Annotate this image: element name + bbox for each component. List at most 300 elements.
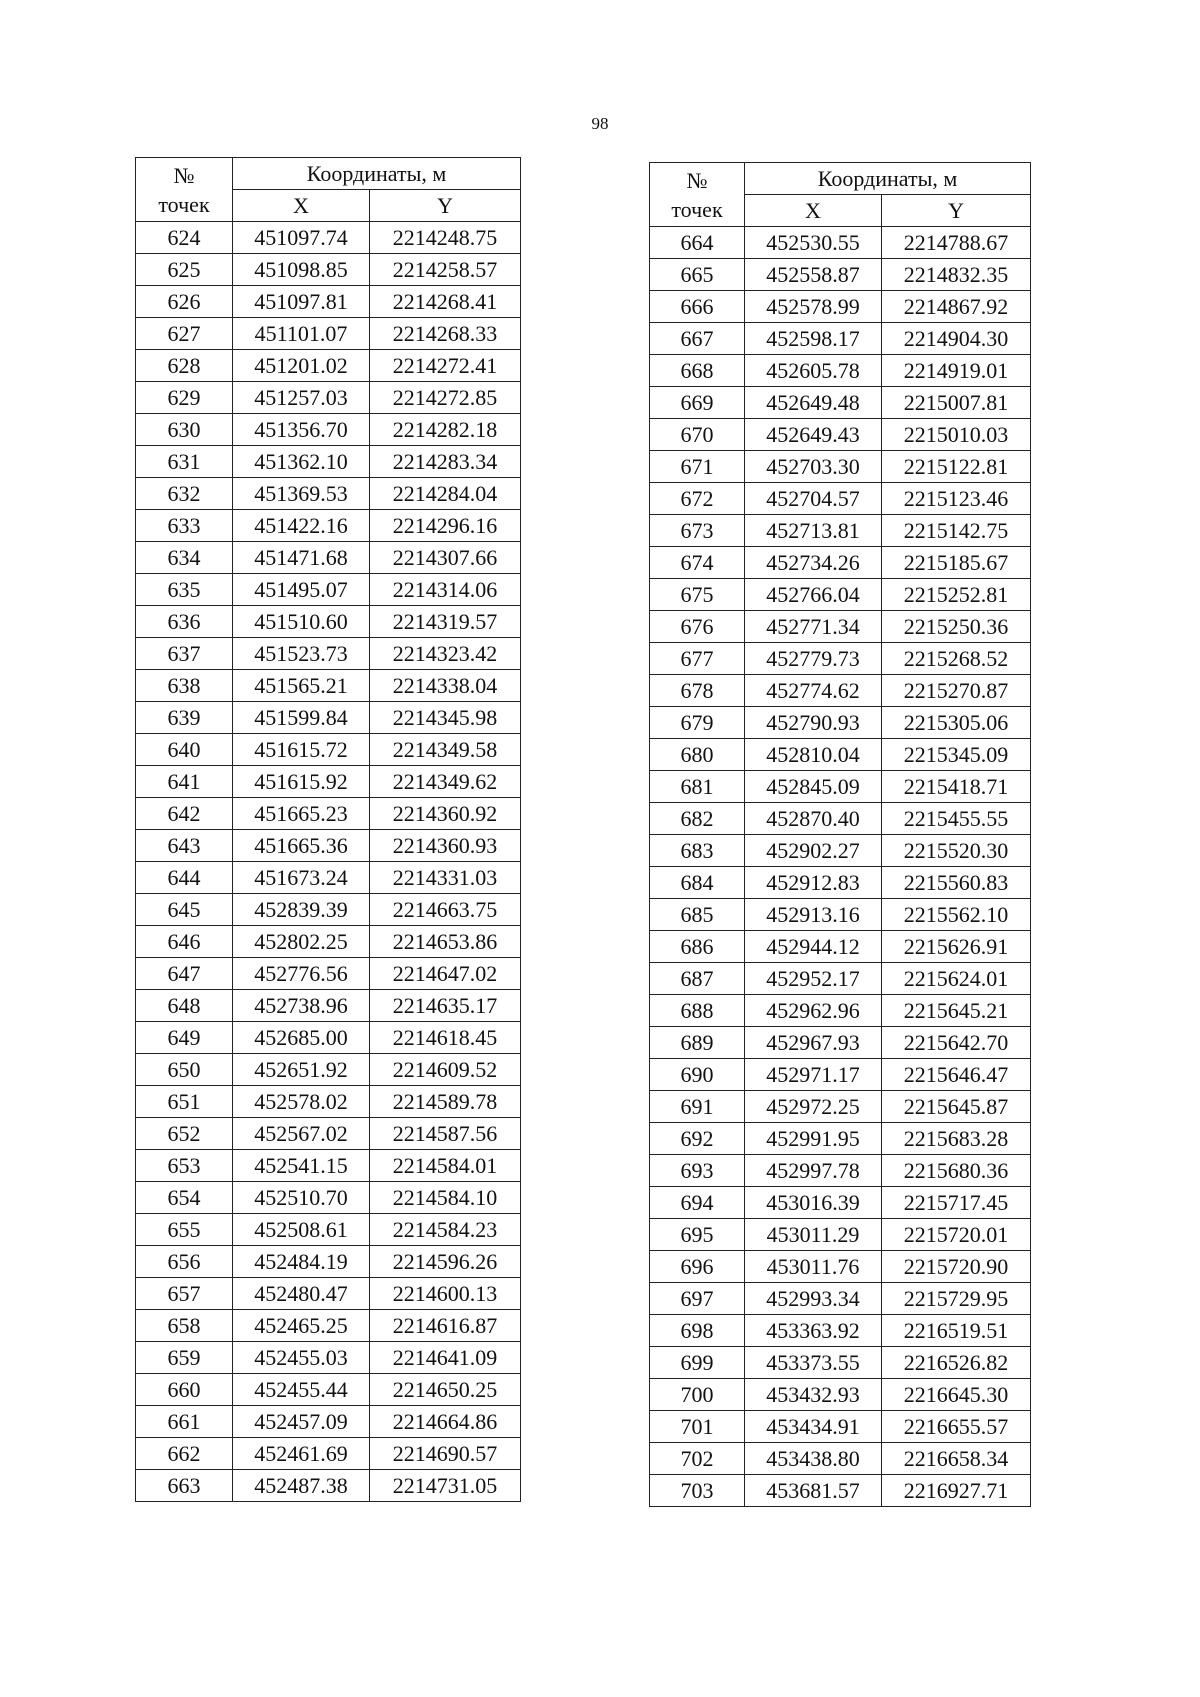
table-row xyxy=(650,835,1031,867)
x-coordinate-cell: 452487.38 xyxy=(233,1470,370,1502)
table-row xyxy=(650,899,1031,931)
point-number-cell: 640 xyxy=(136,734,233,766)
point-number-cell: 659 xyxy=(136,1342,233,1374)
y-coordinate-cell: 2214272.41 xyxy=(370,350,521,382)
point-number-cell: 655 xyxy=(136,1214,233,1246)
point-number-cell: 633 xyxy=(136,510,233,542)
y-coordinate-cell: 2214282.18 xyxy=(370,414,521,446)
y-coordinate-cell: 2214323.42 xyxy=(370,638,521,670)
point-number-cell: 661 xyxy=(136,1406,233,1438)
y-coordinate-cell: 2214314.06 xyxy=(370,574,521,606)
table-row xyxy=(136,382,521,414)
y-coordinate-cell: 2214307.66 xyxy=(370,542,521,574)
y-coordinate-cell: 2215626.91 xyxy=(882,931,1031,963)
point-number-cell: 649 xyxy=(136,1022,233,1054)
y-coordinate-cell: 2216645.30 xyxy=(882,1379,1031,1411)
y-coordinate-cell: 2214690.57 xyxy=(370,1438,521,1470)
point-number-cell: 702 xyxy=(650,1443,745,1475)
x-coordinate-cell: 451369.53 xyxy=(233,478,370,510)
point-number-cell: 635 xyxy=(136,574,233,606)
x-coordinate-cell: 452704.57 xyxy=(745,483,882,515)
y-coordinate-cell: 2215720.01 xyxy=(882,1219,1031,1251)
y-coordinate-cell: 2216927.71 xyxy=(882,1475,1031,1507)
y-coordinate-cell: 2215455.55 xyxy=(882,803,1031,835)
table-row xyxy=(136,958,521,990)
x-coordinate-cell: 451098.85 xyxy=(233,254,370,286)
table-row xyxy=(136,606,521,638)
x-coordinate-cell: 452480.47 xyxy=(233,1278,370,1310)
y-coordinate-cell: 2215418.71 xyxy=(882,771,1031,803)
point-number-cell: 701 xyxy=(650,1411,745,1443)
y-coordinate-cell: 2214731.05 xyxy=(370,1470,521,1502)
point-number-cell: 667 xyxy=(650,323,745,355)
x-coordinate-cell: 452530.55 xyxy=(745,227,882,259)
point-number-cell: 664 xyxy=(650,227,745,259)
x-coordinate-cell: 452578.99 xyxy=(745,291,882,323)
point-number-cell: 642 xyxy=(136,798,233,830)
x-coordinate-cell: 451097.74 xyxy=(233,222,370,254)
x-coordinate-cell: 452810.04 xyxy=(745,739,882,771)
coordinates-header: Координаты, м xyxy=(233,158,521,190)
page-number: 98 xyxy=(591,114,609,133)
point-number-cell: 696 xyxy=(650,1251,745,1283)
point-number-cell: 694 xyxy=(650,1187,745,1219)
point-number-cell: 695 xyxy=(650,1219,745,1251)
y-coordinate-cell: 2214867.92 xyxy=(882,291,1031,323)
x-coordinate-cell: 452461.69 xyxy=(233,1438,370,1470)
x-coordinate-cell: 452455.44 xyxy=(233,1374,370,1406)
point-number-cell: 651 xyxy=(136,1086,233,1118)
y-coordinate-cell: 2214919.01 xyxy=(882,355,1031,387)
number-sign: № xyxy=(173,162,195,188)
x-coordinate-cell: 452541.15 xyxy=(233,1150,370,1182)
y-coordinate-cell: 2214349.58 xyxy=(370,734,521,766)
y-coordinate-cell: 2214258.57 xyxy=(370,254,521,286)
y-coordinate-cell: 2215642.70 xyxy=(882,1027,1031,1059)
table-row xyxy=(136,1438,521,1470)
table-row xyxy=(136,830,521,862)
point-number-cell: 686 xyxy=(650,931,745,963)
y-coordinate-cell: 2215645.87 xyxy=(882,1091,1031,1123)
y-coordinate-cell: 2214653.86 xyxy=(370,926,521,958)
y-coordinate-cell: 2215268.52 xyxy=(882,643,1031,675)
point-number-cell: 636 xyxy=(136,606,233,638)
y-coordinate-cell: 2215185.67 xyxy=(882,547,1031,579)
table-body-right xyxy=(650,227,1031,1507)
point-number-cell: 675 xyxy=(650,579,745,611)
table-row xyxy=(136,254,521,286)
y-coordinate-cell: 2214338.04 xyxy=(370,670,521,702)
coordinates-table-right xyxy=(649,162,1031,1507)
y-coordinate-cell: 2214663.75 xyxy=(370,894,521,926)
number-sign: № xyxy=(686,167,708,193)
y-coordinate-cell: 2214589.78 xyxy=(370,1086,521,1118)
table-row xyxy=(650,547,1031,579)
point-number-cell: 627 xyxy=(136,318,233,350)
table-row xyxy=(136,574,521,606)
table-row xyxy=(136,766,521,798)
x-coordinate-cell: 452598.17 xyxy=(745,323,882,355)
x-coordinate-cell: 452457.09 xyxy=(233,1406,370,1438)
point-number-cell: 644 xyxy=(136,862,233,894)
y-coordinate-cell: 2215720.90 xyxy=(882,1251,1031,1283)
x-coordinate-cell: 452902.27 xyxy=(745,835,882,867)
y-coordinate-cell: 2215645.21 xyxy=(882,995,1031,1027)
y-coordinate-cell: 2214345.98 xyxy=(370,702,521,734)
table-row xyxy=(650,1411,1031,1443)
y-coordinate-cell: 2214600.13 xyxy=(370,1278,521,1310)
table-row xyxy=(650,1123,1031,1155)
y-coordinate-cell: 2214664.86 xyxy=(370,1406,521,1438)
y-header: Y xyxy=(370,190,521,222)
table-row xyxy=(136,1470,521,1502)
coordinates-table-left xyxy=(135,157,521,1502)
y-coordinate-cell: 2215345.09 xyxy=(882,739,1031,771)
point-number-cell: 680 xyxy=(650,739,745,771)
table-row xyxy=(650,259,1031,291)
y-coordinate-cell: 2215520.30 xyxy=(882,835,1031,867)
y-coordinate-cell: 2215123.46 xyxy=(882,483,1031,515)
y-coordinate-cell: 2214596.26 xyxy=(370,1246,521,1278)
x-coordinate-cell: 451665.23 xyxy=(233,798,370,830)
x-coordinate-cell: 452972.25 xyxy=(745,1091,882,1123)
y-coordinate-cell: 2216519.51 xyxy=(882,1315,1031,1347)
y-coordinate-cell: 2215010.03 xyxy=(882,419,1031,451)
x-coordinate-cell: 451615.72 xyxy=(233,734,370,766)
table-row xyxy=(650,355,1031,387)
y-coordinate-cell: 2214788.67 xyxy=(882,227,1031,259)
x-coordinate-cell: 451673.24 xyxy=(233,862,370,894)
point-number-cell: 624 xyxy=(136,222,233,254)
table-row xyxy=(136,990,521,1022)
point-number-cell: 681 xyxy=(650,771,745,803)
table-row xyxy=(650,1219,1031,1251)
point-number-cell: 629 xyxy=(136,382,233,414)
table-row xyxy=(136,734,521,766)
x-coordinate-cell: 451599.84 xyxy=(233,702,370,734)
table-row xyxy=(136,318,521,350)
table-row xyxy=(650,963,1031,995)
x-header: X xyxy=(745,195,882,227)
point-number-cell: 656 xyxy=(136,1246,233,1278)
x-coordinate-cell: 451510.60 xyxy=(233,606,370,638)
point-number-cell: 688 xyxy=(650,995,745,1027)
table-row xyxy=(650,1155,1031,1187)
y-coordinate-cell: 2214296.16 xyxy=(370,510,521,542)
point-number-cell: 663 xyxy=(136,1470,233,1502)
table-row xyxy=(650,451,1031,483)
y-coordinate-cell: 2214609.52 xyxy=(370,1054,521,1086)
y-coordinate-cell: 2215007.81 xyxy=(882,387,1031,419)
y-header: Y xyxy=(882,195,1031,227)
x-coordinate-cell: 451523.73 xyxy=(233,638,370,670)
point-number-cell: 678 xyxy=(650,675,745,707)
x-coordinate-cell: 452839.39 xyxy=(233,894,370,926)
y-coordinate-cell: 2215270.87 xyxy=(882,675,1031,707)
point-number-cell: 638 xyxy=(136,670,233,702)
x-coordinate-cell: 452649.48 xyxy=(745,387,882,419)
x-coordinate-cell: 451097.81 xyxy=(233,286,370,318)
x-coordinate-cell: 452465.25 xyxy=(233,1310,370,1342)
y-coordinate-cell: 2214283.34 xyxy=(370,446,521,478)
x-coordinate-cell: 452771.34 xyxy=(745,611,882,643)
table-row xyxy=(650,1187,1031,1219)
y-coordinate-cell: 2215560.83 xyxy=(882,867,1031,899)
point-number-cell: 687 xyxy=(650,963,745,995)
table-row xyxy=(136,862,521,894)
x-coordinate-cell: 452734.26 xyxy=(745,547,882,579)
table-row xyxy=(650,1315,1031,1347)
point-number-cell: 658 xyxy=(136,1310,233,1342)
y-coordinate-cell: 2214360.92 xyxy=(370,798,521,830)
table-row xyxy=(650,995,1031,1027)
table-row xyxy=(136,478,521,510)
table-row xyxy=(650,323,1031,355)
y-coordinate-cell: 2214635.17 xyxy=(370,990,521,1022)
y-coordinate-cell: 2214272.85 xyxy=(370,382,521,414)
point-number-cell: 634 xyxy=(136,542,233,574)
x-coordinate-cell: 452993.34 xyxy=(745,1283,882,1315)
x-coordinate-cell: 452558.87 xyxy=(745,259,882,291)
table-row xyxy=(136,1182,521,1214)
point-number-cell: 684 xyxy=(650,867,745,899)
x-coordinate-cell: 451495.07 xyxy=(233,574,370,606)
point-number-cell: 641 xyxy=(136,766,233,798)
table-row xyxy=(136,1406,521,1438)
table-row xyxy=(650,515,1031,547)
y-coordinate-cell: 2215122.81 xyxy=(882,451,1031,483)
point-number-cell: 699 xyxy=(650,1347,745,1379)
point-number-cell: 690 xyxy=(650,1059,745,1091)
x-coordinate-cell: 453681.57 xyxy=(745,1475,882,1507)
point-number-cell: 683 xyxy=(650,835,745,867)
y-coordinate-cell: 2215683.28 xyxy=(882,1123,1031,1155)
y-coordinate-cell: 2215562.10 xyxy=(882,899,1031,931)
point-number-cell: 682 xyxy=(650,803,745,835)
point-number-cell: 666 xyxy=(650,291,745,323)
table-row xyxy=(650,1347,1031,1379)
y-coordinate-cell: 2214319.57 xyxy=(370,606,521,638)
table-row xyxy=(136,1086,521,1118)
x-coordinate-cell: 453011.29 xyxy=(745,1219,882,1251)
point-number-cell: 648 xyxy=(136,990,233,1022)
y-coordinate-cell: 2214618.45 xyxy=(370,1022,521,1054)
x-coordinate-cell: 452508.61 xyxy=(233,1214,370,1246)
x-coordinate-cell: 452651.92 xyxy=(233,1054,370,1086)
x-coordinate-cell: 452713.81 xyxy=(745,515,882,547)
x-coordinate-cell: 452944.12 xyxy=(745,931,882,963)
table-row xyxy=(650,419,1031,451)
table-row xyxy=(136,542,521,574)
point-number-cell: 691 xyxy=(650,1091,745,1123)
x-coordinate-cell: 453373.55 xyxy=(745,1347,882,1379)
table-body-left xyxy=(136,222,521,1502)
x-coordinate-cell: 452766.04 xyxy=(745,579,882,611)
table-row xyxy=(136,1054,521,1086)
point-number-cell: 639 xyxy=(136,702,233,734)
y-coordinate-cell: 2214268.33 xyxy=(370,318,521,350)
point-number-cell: 626 xyxy=(136,286,233,318)
point-number-cell: 630 xyxy=(136,414,233,446)
y-coordinate-cell: 2215305.06 xyxy=(882,707,1031,739)
x-coordinate-cell: 452952.17 xyxy=(745,963,882,995)
x-coordinate-cell: 452913.16 xyxy=(745,899,882,931)
y-coordinate-cell: 2214641.09 xyxy=(370,1342,521,1374)
y-coordinate-cell: 2216655.57 xyxy=(882,1411,1031,1443)
point-number-cell: 674 xyxy=(650,547,745,579)
x-coordinate-cell: 452870.40 xyxy=(745,803,882,835)
point-number-cell: 631 xyxy=(136,446,233,478)
point-number-cell: 673 xyxy=(650,515,745,547)
x-coordinate-cell: 451362.10 xyxy=(233,446,370,478)
x-coordinate-cell: 453363.92 xyxy=(745,1315,882,1347)
table-row xyxy=(136,1022,521,1054)
table-row xyxy=(650,483,1031,515)
points-label: точек xyxy=(158,191,210,217)
table-row xyxy=(136,1374,521,1406)
x-coordinate-cell: 452738.96 xyxy=(233,990,370,1022)
table-row xyxy=(136,446,521,478)
x-coordinate-cell: 452962.96 xyxy=(745,995,882,1027)
point-number-cell: 703 xyxy=(650,1475,745,1507)
point-number-cell: 668 xyxy=(650,355,745,387)
point-number-cell: 632 xyxy=(136,478,233,510)
x-coordinate-cell: 452779.73 xyxy=(745,643,882,675)
point-number-cell: 645 xyxy=(136,894,233,926)
x-coordinate-cell: 451665.36 xyxy=(233,830,370,862)
table-row xyxy=(136,798,521,830)
x-coordinate-cell: 451257.03 xyxy=(233,382,370,414)
x-coordinate-cell: 452774.62 xyxy=(745,675,882,707)
y-coordinate-cell: 2214832.35 xyxy=(882,259,1031,291)
y-coordinate-cell: 2214904.30 xyxy=(882,323,1031,355)
point-number-cell: 692 xyxy=(650,1123,745,1155)
x-coordinate-cell: 452776.56 xyxy=(233,958,370,990)
point-number-cell: 677 xyxy=(650,643,745,675)
x-coordinate-cell: 452510.70 xyxy=(233,1182,370,1214)
point-number-cell: 671 xyxy=(650,451,745,483)
point-number-cell: 643 xyxy=(136,830,233,862)
point-number-cell: 646 xyxy=(136,926,233,958)
x-coordinate-cell: 452971.17 xyxy=(745,1059,882,1091)
table-row xyxy=(650,387,1031,419)
table-row xyxy=(650,931,1031,963)
point-number-cell: 653 xyxy=(136,1150,233,1182)
point-number-cell: 693 xyxy=(650,1155,745,1187)
x-coordinate-cell: 452578.02 xyxy=(233,1086,370,1118)
table-row xyxy=(136,926,521,958)
point-number-cell: 698 xyxy=(650,1315,745,1347)
point-number-cell: 679 xyxy=(650,707,745,739)
x-coordinate-cell: 452845.09 xyxy=(745,771,882,803)
y-coordinate-cell: 2215624.01 xyxy=(882,963,1031,995)
table-row xyxy=(136,1246,521,1278)
table-row xyxy=(650,291,1031,323)
x-coordinate-cell: 452967.93 xyxy=(745,1027,882,1059)
x-coordinate-cell: 453438.80 xyxy=(745,1443,882,1475)
y-coordinate-cell: 2214248.75 xyxy=(370,222,521,254)
table-row xyxy=(650,227,1031,259)
table-row xyxy=(136,350,521,382)
table-row xyxy=(136,894,521,926)
table-row xyxy=(650,707,1031,739)
x-coordinate-cell: 451356.70 xyxy=(233,414,370,446)
point-number-cell: 637 xyxy=(136,638,233,670)
y-coordinate-cell: 2215680.36 xyxy=(882,1155,1031,1187)
table-row xyxy=(136,1214,521,1246)
x-coordinate-cell: 452991.95 xyxy=(745,1123,882,1155)
point-number-cell: 700 xyxy=(650,1379,745,1411)
y-coordinate-cell: 2216526.82 xyxy=(882,1347,1031,1379)
x-coordinate-cell: 451471.68 xyxy=(233,542,370,574)
point-number-cell: 652 xyxy=(136,1118,233,1150)
x-coordinate-cell: 452685.00 xyxy=(233,1022,370,1054)
point-number-cell: 628 xyxy=(136,350,233,382)
y-coordinate-cell: 2214284.04 xyxy=(370,478,521,510)
x-coordinate-cell: 453432.93 xyxy=(745,1379,882,1411)
table-row xyxy=(650,1475,1031,1507)
points-label: точек xyxy=(671,196,723,222)
point-number-cell: 670 xyxy=(650,419,745,451)
table-row xyxy=(136,670,521,702)
point-number-cell: 662 xyxy=(136,1438,233,1470)
table-row xyxy=(136,702,521,734)
table-row xyxy=(136,1342,521,1374)
x-coordinate-cell: 452484.19 xyxy=(233,1246,370,1278)
table-row xyxy=(136,638,521,670)
table-row xyxy=(650,1027,1031,1059)
x-coordinate-cell: 452567.02 xyxy=(233,1118,370,1150)
x-coordinate-cell: 452997.78 xyxy=(745,1155,882,1187)
y-coordinate-cell: 2214584.23 xyxy=(370,1214,521,1246)
table-row xyxy=(650,1443,1031,1475)
table-row xyxy=(136,1310,521,1342)
y-coordinate-cell: 2216658.34 xyxy=(882,1443,1031,1475)
x-coordinate-cell: 451422.16 xyxy=(233,510,370,542)
x-coordinate-cell: 453434.91 xyxy=(745,1411,882,1443)
point-number-header xyxy=(136,158,233,222)
x-coordinate-cell: 452455.03 xyxy=(233,1342,370,1374)
table-row xyxy=(136,1150,521,1182)
point-number-cell: 676 xyxy=(650,611,745,643)
y-coordinate-cell: 2215717.45 xyxy=(882,1187,1031,1219)
table-row xyxy=(650,675,1031,707)
coordinates-header: Координаты, м xyxy=(745,163,1031,195)
table-row xyxy=(136,222,521,254)
point-number-cell: 657 xyxy=(136,1278,233,1310)
y-coordinate-cell: 2214587.56 xyxy=(370,1118,521,1150)
x-coordinate-cell: 452790.93 xyxy=(745,707,882,739)
y-coordinate-cell: 2214650.25 xyxy=(370,1374,521,1406)
x-coordinate-cell: 452802.25 xyxy=(233,926,370,958)
point-number-cell: 647 xyxy=(136,958,233,990)
y-coordinate-cell: 2214584.10 xyxy=(370,1182,521,1214)
x-coordinate-cell: 451201.02 xyxy=(233,350,370,382)
table-row xyxy=(650,867,1031,899)
x-coordinate-cell: 451565.21 xyxy=(233,670,370,702)
point-number-cell: 689 xyxy=(650,1027,745,1059)
table-row xyxy=(650,803,1031,835)
y-coordinate-cell: 2215252.81 xyxy=(882,579,1031,611)
point-number-cell: 685 xyxy=(650,899,745,931)
y-coordinate-cell: 2214268.41 xyxy=(370,286,521,318)
table-row xyxy=(650,1091,1031,1123)
table-row xyxy=(136,286,521,318)
table-row xyxy=(650,1379,1031,1411)
point-number-cell: 660 xyxy=(136,1374,233,1406)
x-coordinate-cell: 453011.76 xyxy=(745,1251,882,1283)
y-coordinate-cell: 2215142.75 xyxy=(882,515,1031,547)
